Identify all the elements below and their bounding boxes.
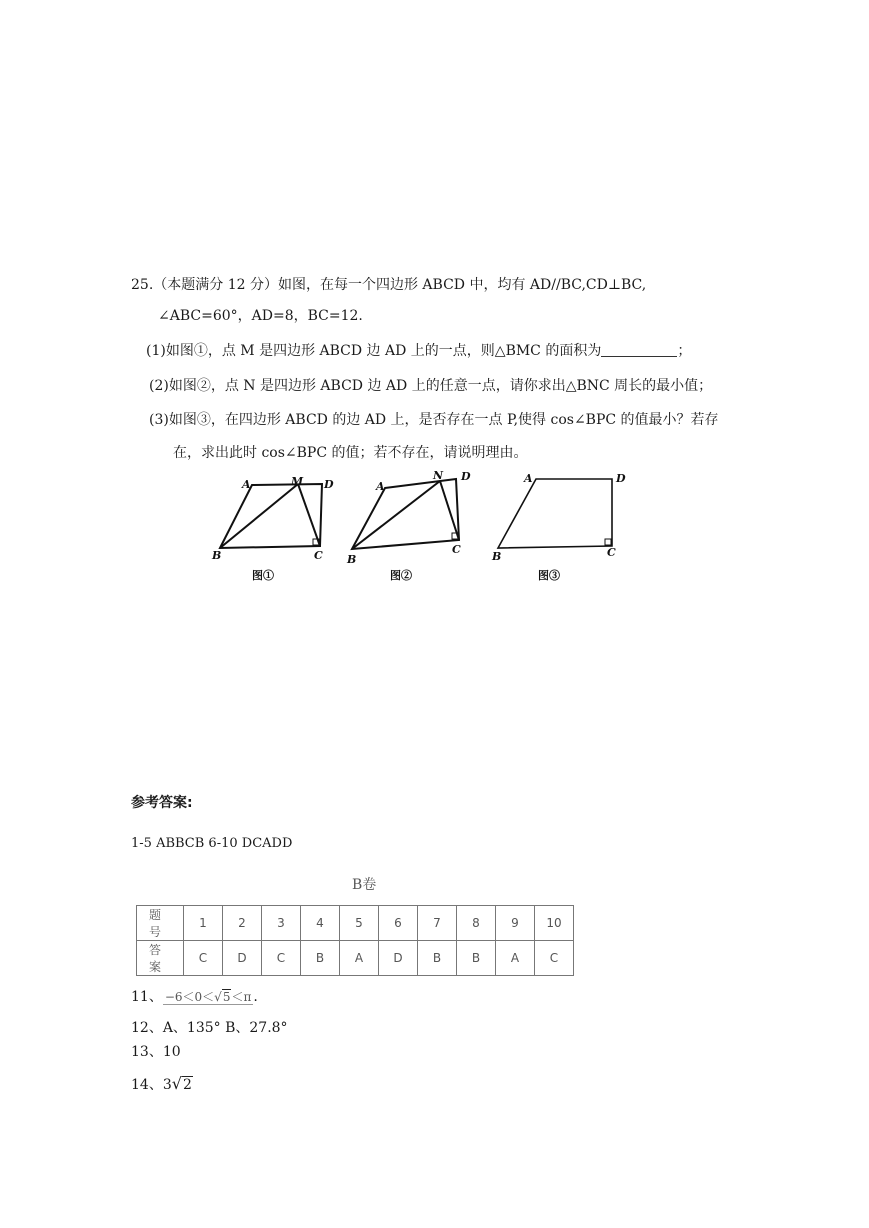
- caption-fig3: 图③: [538, 569, 560, 582]
- label-c-fig3: C: [607, 546, 616, 559]
- answer-13: 13、10: [131, 1044, 181, 1060]
- label-d-fig2: D: [461, 470, 471, 483]
- table-row: [137, 941, 574, 976]
- table-cell: A: [340, 941, 379, 976]
- segment-mc: [298, 484, 320, 546]
- question-part-2: (2)如图②，点 N 是四边形 ABCD 边 AD 上的任意一点，请你求出△BNC 周长的最小值；: [149, 378, 713, 394]
- table-header-number: 题 号: [137, 906, 184, 941]
- table-cell: 10: [535, 906, 574, 941]
- question-given: ∠ABC=60°，AD=8，BC=12.: [158, 308, 363, 324]
- sqrt-symbol: √: [214, 990, 222, 1004]
- answer-14: [131, 1074, 193, 1094]
- table-cell: 2: [223, 906, 262, 941]
- label-d-fig3: D: [616, 472, 626, 485]
- answer-12: 12、A、135° B、27.8°: [131, 1020, 288, 1036]
- table-cell: B: [418, 941, 457, 976]
- answer-14-prefix: 14、3: [131, 1077, 172, 1093]
- table-cell: 7: [418, 906, 457, 941]
- right-angle-mark: [605, 539, 611, 545]
- quad-fig1: [220, 484, 322, 548]
- table-cell: B: [301, 941, 340, 976]
- caption-fig2: 图②: [390, 569, 412, 582]
- answer-11: [131, 986, 258, 1006]
- label-n-fig2: N: [433, 469, 444, 482]
- table-cell: 4: [301, 906, 340, 941]
- label-b-fig1: B: [212, 549, 222, 562]
- question-part-3-cont: 在，求出此时 cos∠BPC 的值；若不存在，请说明理由。: [173, 445, 528, 461]
- label-b-fig2: B: [347, 553, 357, 566]
- quad-fig3: [498, 479, 612, 548]
- sqrt-radicand: 5: [222, 990, 231, 1004]
- label-a-fig3: A: [524, 472, 533, 485]
- label-d-fig1: D: [324, 478, 334, 491]
- answer-table: [136, 905, 574, 976]
- expr-left: −6＜0＜: [164, 990, 215, 1004]
- label-a-fig2: A: [376, 480, 385, 493]
- table-cell: 9: [496, 906, 535, 941]
- part-1-end: ；: [677, 343, 692, 359]
- figures: [200, 466, 640, 586]
- caption-fig1: 图①: [252, 569, 274, 582]
- table-cell: D: [223, 941, 262, 976]
- segment-bm: [220, 484, 298, 548]
- answers-heading: 参考答案:: [131, 795, 193, 811]
- sqrt-symbol: √: [171, 1074, 182, 1093]
- table-cell: A: [496, 941, 535, 976]
- table-cell: B: [457, 941, 496, 976]
- expr-right: ＜π: [231, 990, 252, 1004]
- question-title: 25.（本题满分 12 分）如图，在每一个四边形 ABCD 中，均有 AD//BC,CD⊥BC,: [131, 277, 647, 293]
- label-c-fig2: C: [452, 543, 461, 556]
- table-cell: 8: [457, 906, 496, 941]
- table-header-answer: 答 案: [137, 941, 184, 976]
- table-cell: D: [379, 941, 418, 976]
- table-cell: 6: [379, 906, 418, 941]
- table-cell: C: [262, 941, 301, 976]
- table-row: [137, 906, 574, 941]
- answer-11-expression: [163, 990, 254, 1005]
- label-a-fig1: A: [242, 478, 251, 491]
- part-1-text: (1)如图①，点 M 是四边形 ABCD 边 AD 上的一点，则△BMC 的面积为: [146, 343, 602, 359]
- table-cell: C: [535, 941, 574, 976]
- sqrt-radicand: 2: [182, 1077, 192, 1093]
- question-part-1: [146, 340, 691, 360]
- label-b-fig3: B: [492, 550, 502, 563]
- label-c-fig1: C: [314, 549, 323, 562]
- answer-11-number: 11、: [131, 989, 163, 1005]
- b-section-title: B卷: [352, 877, 377, 893]
- answer-11-end: .: [253, 989, 258, 1005]
- table-cell: C: [184, 941, 223, 976]
- table-cell: 3: [262, 906, 301, 941]
- label-m-fig1: M: [291, 475, 304, 488]
- mc-answers: 1-5 ABBCB 6-10 DCADD: [131, 836, 293, 851]
- segment-bn: [352, 481, 440, 549]
- answer-blank: [601, 342, 677, 357]
- table-cell: 5: [340, 906, 379, 941]
- table-cell: 1: [184, 906, 223, 941]
- question-part-3: (3)如图③，在四边形 ABCD 的边 AD 上，是否存在一点 P,使得 cos∠BPC 的值最小？若存: [149, 412, 719, 428]
